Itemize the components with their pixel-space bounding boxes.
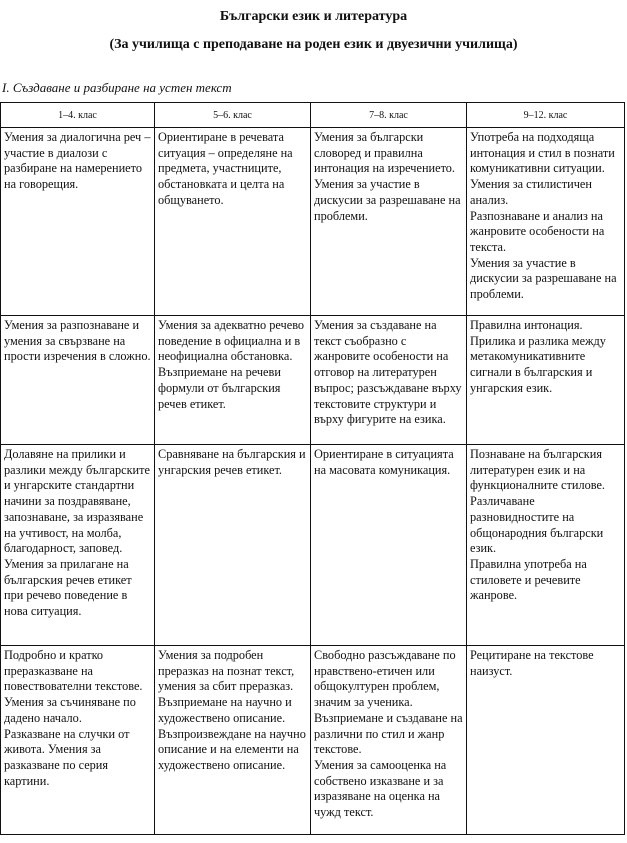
table-cell: Умения за български словоред и правилна интонация на изречението. Умения за участие в дискусии за разрешаване на проблеми. bbox=[311, 128, 467, 316]
table-row bbox=[1, 316, 625, 445]
table-cell: Употреба на подходяща интонация и стил в познати комуникативни ситуации. Умения за стилистичен анализ. Разпознаване и анализ на жанровите особености на текста. Умения за участие в дискусии за разрешаване на проблеми. bbox=[467, 128, 625, 316]
table-cell: Умения за създаване на текст съобразно с жанровите особености на отговор на литературен въпрос; разсъждаване върху текстовите структури и върху фигурите на езика. bbox=[311, 316, 467, 445]
table-cell: Долавяне на прилики и разлики между българските и унгарските стандартни начини за поздравяване, запознаване, за изразяване на учтивост, на молба, благодарност, заповед. Умения за прилагане на българския речев етикет при речево поведение в нова ситуация. bbox=[1, 445, 155, 646]
table-cell: Умения за подробен преразказ на познат текст, умения за сбит преразказ. Възприемане на научно и художествено описание. Възпроизвеждане на научно описание и на елементи на художествено описание. bbox=[155, 646, 311, 835]
section-heading: I. Създаване и разбиране на устен текст bbox=[2, 80, 232, 95]
table-cell: Умения за разпознаване и умения за свързване на прости изречения в сложно. bbox=[1, 316, 155, 445]
table-cell: Умения за адекватно речево поведение в официална и в неофициална обстановка. Възприемане на речеви формули от българския речев етикет. bbox=[155, 316, 311, 445]
column-header: 9–12. клас bbox=[467, 103, 625, 128]
column-header: 5–6. клас bbox=[155, 103, 311, 128]
table-cell: Ориентиране в речевата ситуация – определяне на предмета, участниците, обстановката и целта на общуването. bbox=[155, 128, 311, 316]
table-cell: Познаване на българския литературен език и на функционалните стилове. Различаване разновидностите на общонародния български език. Правилна употреба на стиловете и речевите жанрове. bbox=[467, 445, 625, 646]
table-cell: Правилна интонация. Прилика и разлика между метакомуникативните сигнали в българския и унгарския език. bbox=[467, 316, 625, 445]
table-cell: Умения за диалогична реч – участие в диалози с разбиране на намерението на говорещия. bbox=[1, 128, 155, 316]
table-row bbox=[1, 128, 625, 316]
column-header: 1–4. клас bbox=[1, 103, 155, 128]
table-row bbox=[1, 445, 625, 646]
curriculum-table bbox=[0, 102, 625, 835]
table-cell: Подробно и кратко преразказване на повествователни текстове. Умения за съчиняване по дадено начало. Разказване на случки от живота. Умения за разказване по серия картини. bbox=[1, 646, 155, 835]
page-subtitle: (За училища с преподаване на роден език и двуезични училища) bbox=[109, 37, 518, 52]
table-header-row bbox=[1, 103, 625, 128]
table-cell: Сравняване на българския и унгарския речев етикет. bbox=[155, 445, 311, 646]
table-cell: Ориентиране в ситуацията на масовата комуникация. bbox=[311, 445, 467, 646]
page-title: Български език и литература bbox=[219, 9, 408, 24]
table-cell: Рецитиране на текстове наизуст. bbox=[467, 646, 625, 835]
table-row bbox=[1, 646, 625, 835]
table-cell: Свободно разсъждаване по нравствено-етичен или общокултурен проблем, значим за ученика. Възприемане и създаване на различни по стил и жанр текстове. Умения за самооценка на собствено изказване и за изразяване на оценка на чужд текст. bbox=[311, 646, 467, 835]
column-header: 7–8. клас bbox=[311, 103, 467, 128]
